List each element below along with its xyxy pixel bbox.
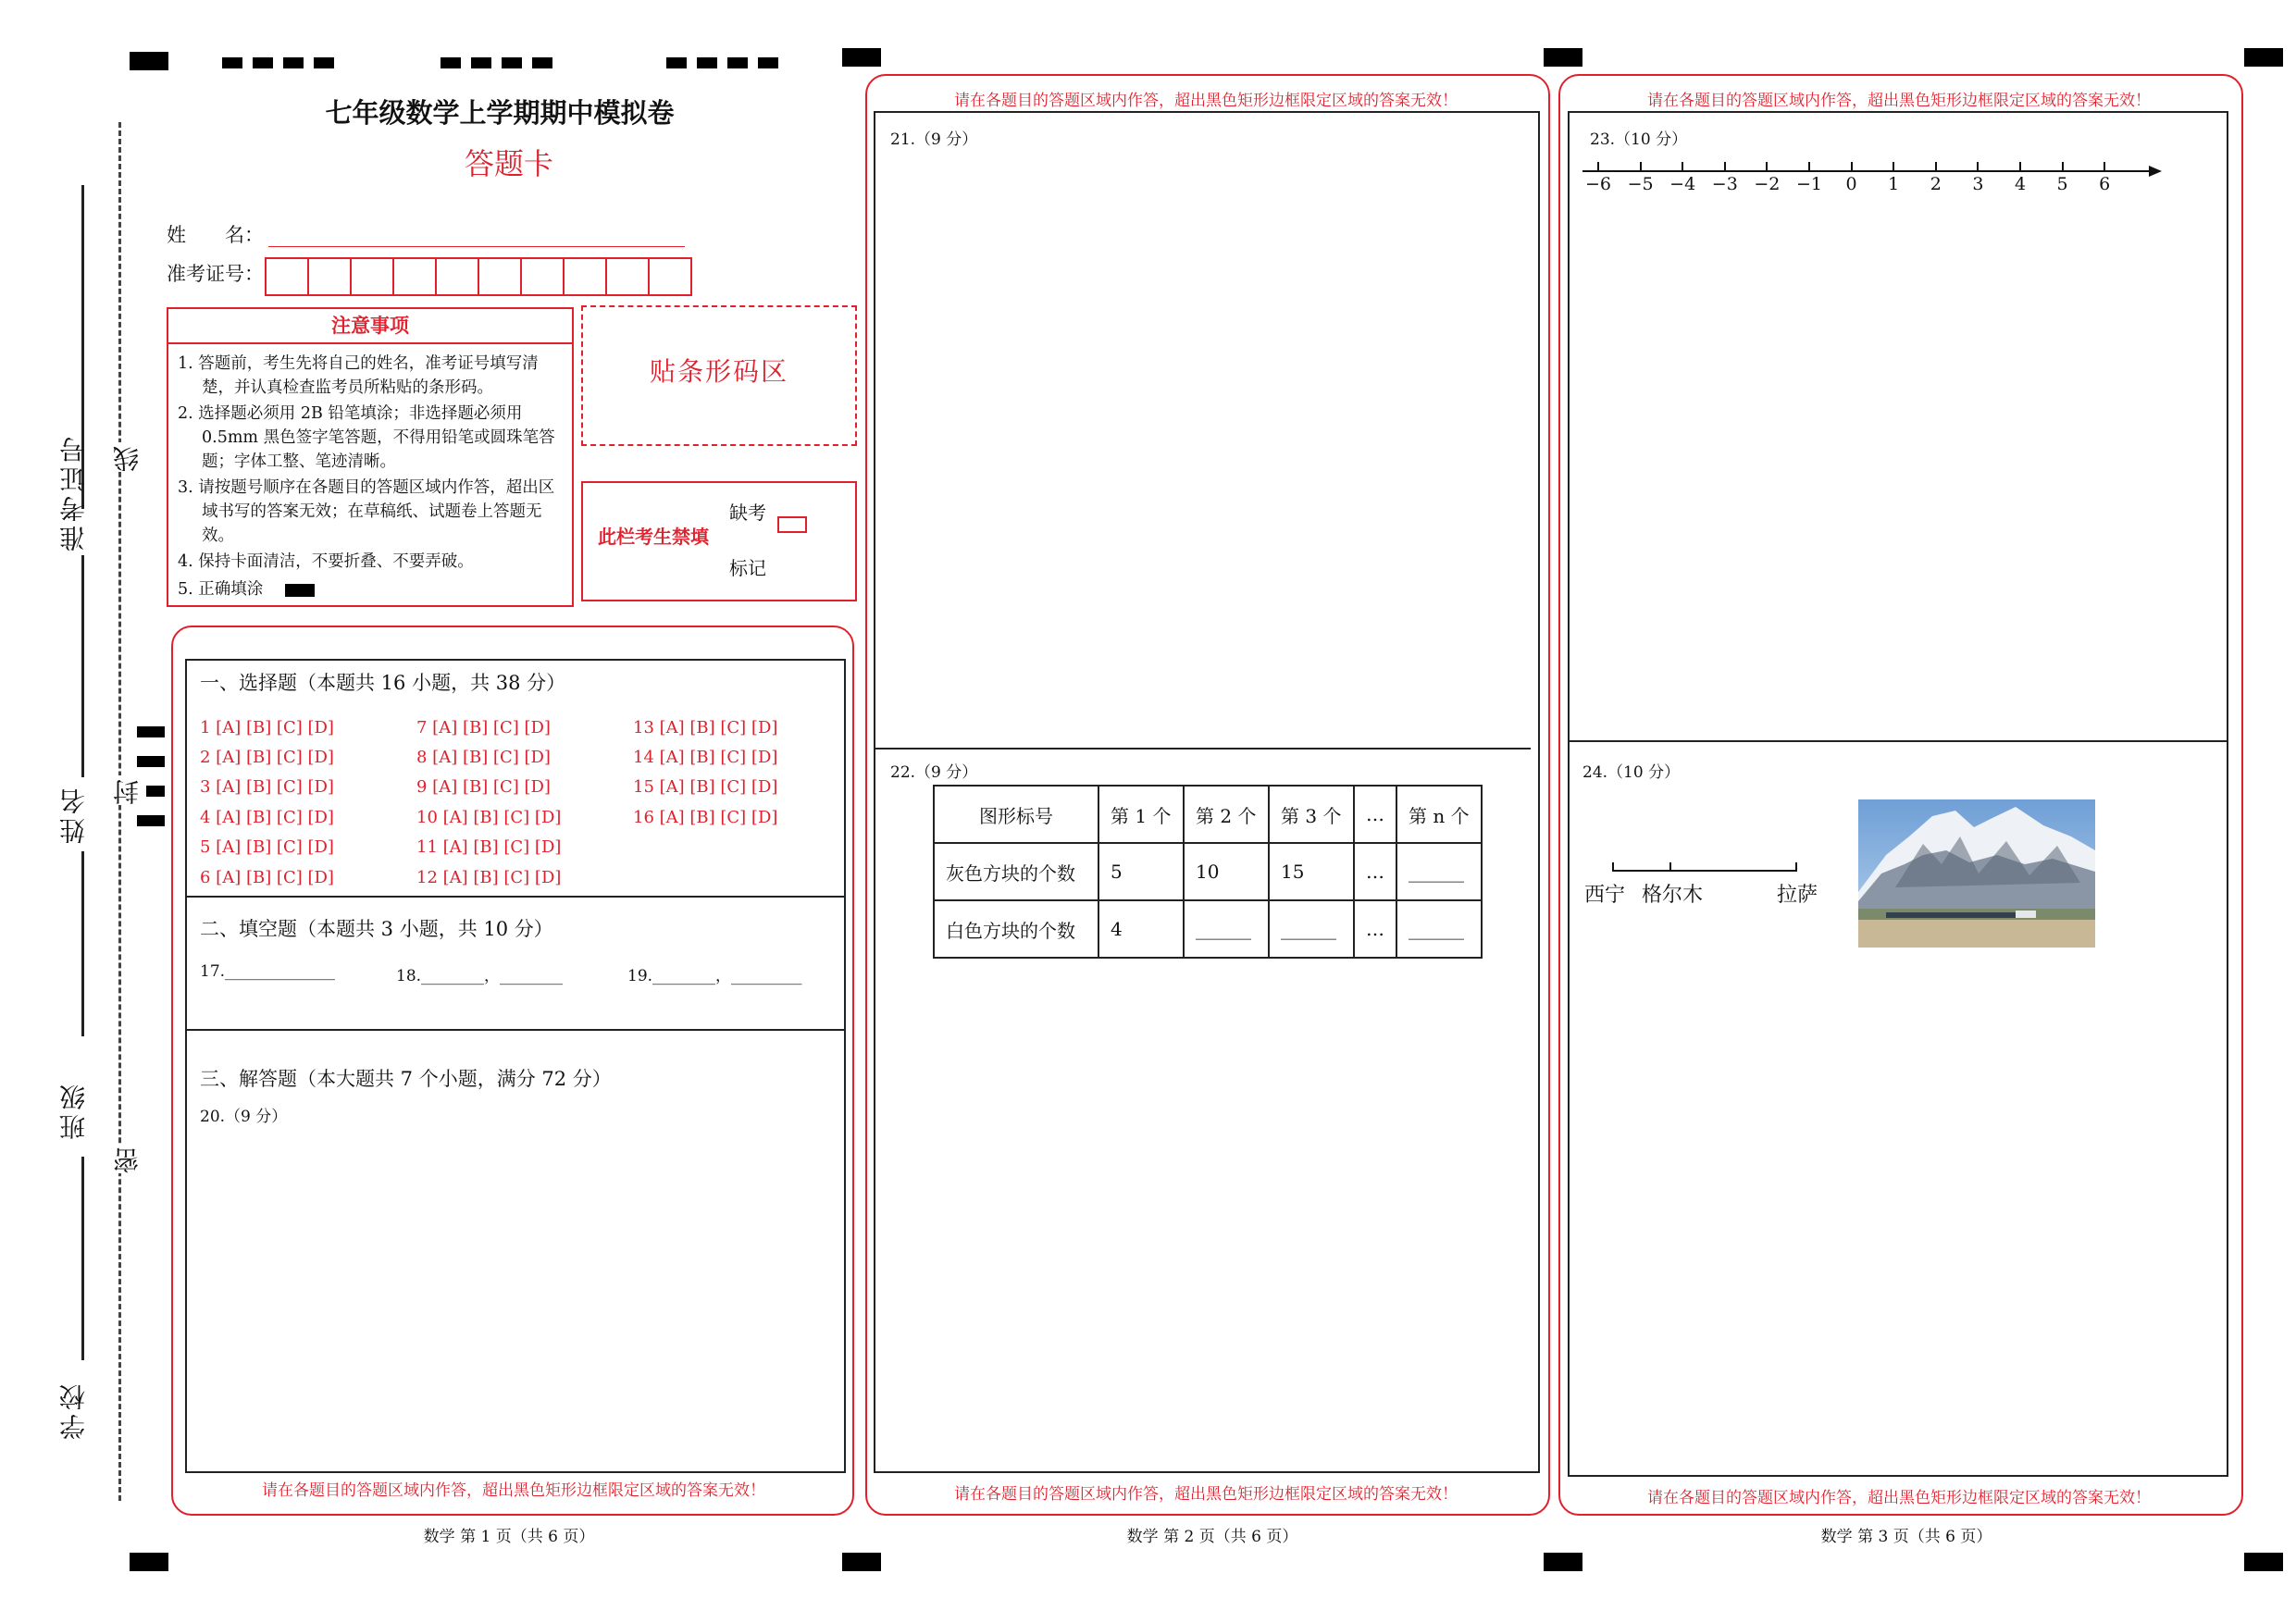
ticket-number-boxes[interactable] <box>265 257 692 296</box>
timing-mark <box>314 57 334 68</box>
note-item: 1. 答题前，考生先将自己的姓名，准考证号填写清楚，并认真检查监考员所粘贴的条形码。 <box>178 354 539 397</box>
page-footer-2: 数学 第 2 页（共 6 页） <box>1126 1528 1298 1546</box>
number-line-label: 1 <box>1888 174 1900 194</box>
number-line-label: −3 <box>1711 174 1738 194</box>
binding-line <box>118 122 121 1501</box>
q22-table <box>933 785 1483 959</box>
side-mark <box>137 756 165 767</box>
section2-title: 二、填空题（本题共 3 小题，共 10 分） <box>200 918 553 940</box>
timing-mark <box>2244 1553 2283 1571</box>
number-line-tick <box>1977 162 1979 171</box>
page-footer-3: 数学 第 3 页（共 6 页） <box>1820 1528 1992 1546</box>
number-line-tick <box>1935 162 1937 171</box>
q20-label: 20.（9 分） <box>200 1108 288 1126</box>
absent-label-top: 缺考 <box>729 502 766 524</box>
table-cell[interactable]: ______ <box>1269 900 1354 958</box>
number-line-tick <box>1766 162 1768 171</box>
choice-q5[interactable]: 5 [A] [B] [C] [D] <box>200 837 334 857</box>
section1-title: 一、选择题（本题共 16 小题，共 38 分） <box>200 672 566 694</box>
q21-label: 21.（9 分） <box>890 130 978 149</box>
timing-mark <box>283 57 304 68</box>
number-line-label: 5 <box>2056 174 2068 194</box>
timing-mark <box>130 52 168 70</box>
number-line-tick <box>1851 162 1853 171</box>
warning-text: 请在各题目的答题区域内作答，超出黑色矩形边框限定区域的答案无效！ <box>1647 92 2151 110</box>
choice-q12[interactable]: 12 [A] [B] [C] [D] <box>416 868 562 887</box>
absent-label-bottom: 标记 <box>729 557 766 579</box>
timing-mark <box>130 1553 168 1571</box>
note-item: 5. 正确填涂 <box>178 580 264 599</box>
choice-q3[interactable]: 3 [A] [B] [C] [D] <box>200 777 334 797</box>
name-label: 姓 名： <box>167 224 264 246</box>
timing-mark <box>758 57 778 68</box>
forbidden-label: 此栏考生禁填 <box>598 526 709 548</box>
timing-mark <box>1544 1553 1582 1571</box>
choice-q13[interactable]: 13 [A] [B] [C] [D] <box>633 718 778 737</box>
choice-q16[interactable]: 16 [A] [B] [C] [D] <box>633 808 778 827</box>
seal-seal-text: 封 <box>109 775 146 805</box>
table-cell: … <box>1354 843 1396 900</box>
number-line-tick <box>1808 162 1810 171</box>
section3-title: 三、解答题（本大题共 7 个小题，满分 72 分） <box>200 1068 612 1090</box>
table-cell: 5 <box>1098 843 1184 900</box>
table-cell: 15 <box>1269 843 1354 900</box>
choice-q8[interactable]: 8 [A] [B] [C] [D] <box>416 748 551 767</box>
ticket-label: 准考证号： <box>167 263 264 285</box>
name-write-line <box>81 555 84 777</box>
choice-q11[interactable]: 11 [A] [B] [C] [D] <box>416 837 562 857</box>
number-line-tick <box>2062 162 2064 171</box>
timing-mark <box>697 57 717 68</box>
timing-mark <box>253 57 273 68</box>
page-footer-1: 数学 第 1 页（共 6 页） <box>423 1528 595 1546</box>
table-cell: 4 <box>1098 900 1184 958</box>
divider <box>185 1029 844 1031</box>
number-line-label: −2 <box>1754 174 1781 194</box>
warning-text: 请在各题目的答题区域内作答，超出黑色矩形边框限定区域的答案无效！ <box>954 92 1458 110</box>
school-write-line <box>81 1157 84 1360</box>
table-row <box>934 900 1482 958</box>
side-mark <box>137 726 165 737</box>
warning-text: 请在各题目的答题区域内作答，超出黑色矩形边框限定区域的答案无效！ <box>262 1481 765 1500</box>
timing-mark <box>222 57 242 68</box>
divider <box>1568 740 2227 742</box>
number-line-tick <box>2104 162 2105 171</box>
note-item: 2. 选择题必须用 2B 铅笔填涂；非选择题必须用 0.5mm 黑色签字笔答题，不得用铅笔或圆珠笔答题；字体工整、笔迹清晰。 <box>178 404 555 471</box>
notes-box <box>167 307 574 607</box>
station-lhasa: 拉萨 <box>1777 884 1818 907</box>
absent-box <box>581 481 857 601</box>
q23-label: 23.（10 分） <box>1590 130 1688 149</box>
number-line-tick <box>1597 162 1599 171</box>
notes-title: 注意事项 <box>168 309 572 344</box>
table-cell[interactable]: ______ <box>1396 843 1482 900</box>
table-cell: 灰色方块的个数 <box>934 843 1098 900</box>
number-line-tick <box>2019 162 2021 171</box>
sidebar-school-label: 学校 <box>58 1381 89 1440</box>
timing-mark <box>727 57 748 68</box>
barcode-area <box>581 305 857 446</box>
class-write-line <box>81 851 84 1036</box>
station-golmud: 格尔木 <box>1642 884 1704 907</box>
choice-q6[interactable]: 6 [A] [B] [C] [D] <box>200 868 334 887</box>
blank-q18[interactable]: 18.________，________ <box>396 967 564 985</box>
number-line <box>1582 170 2160 172</box>
number-line-tick <box>1640 162 1642 171</box>
railway-tick <box>1612 862 1614 872</box>
barcode-label: 贴条形码区 <box>649 356 788 387</box>
number-line-label: −1 <box>1795 174 1823 194</box>
warning-text: 请在各题目的答题区域内作答，超出黑色矩形边框限定区域的答案无效！ <box>954 1485 1458 1504</box>
timing-mark <box>842 48 881 67</box>
name-input[interactable] <box>268 246 685 247</box>
divider <box>185 896 844 898</box>
blank-q17[interactable]: 17.______________ <box>200 962 336 981</box>
number-line-label: 4 <box>2014 174 2027 194</box>
seal-line-text: 线 <box>109 442 146 472</box>
number-line-tick <box>1893 162 1894 171</box>
number-line-label: −6 <box>1584 174 1612 194</box>
divider <box>874 748 1531 750</box>
table-cell: 10 <box>1184 843 1269 900</box>
choice-q14[interactable]: 14 [A] [B] [C] [D] <box>633 748 778 767</box>
sidebar-ticket-label: 准考证号 <box>58 433 89 551</box>
table-cell: … <box>1354 786 1396 843</box>
number-line-arrow <box>2149 166 2162 177</box>
railway-tick <box>1669 862 1671 872</box>
timing-mark <box>502 57 522 68</box>
note-item: 3. 请按题号顺序在各题目的答题区域内作答，超出区域书写的答案无效；在草稿纸、试题卷上答题无效。 <box>178 478 555 545</box>
number-line-label: 6 <box>2099 174 2111 194</box>
warning-text: 请在各题目的答题区域内作答，超出黑色矩形边框限定区域的答案无效！ <box>1647 1489 2151 1507</box>
side-mark <box>137 815 165 826</box>
note-item: 4. 保持卡面清洁，不要折叠、不要弄破。 <box>178 552 474 571</box>
q22-label: 22.（9 分） <box>890 763 978 782</box>
absent-checkbox[interactable] <box>777 516 807 533</box>
filled-example <box>285 584 315 597</box>
timing-mark <box>666 57 687 68</box>
timing-mark <box>842 1553 881 1571</box>
timing-mark <box>2244 48 2283 67</box>
table-cell: … <box>1354 900 1396 958</box>
table-row <box>934 786 1482 843</box>
table-cell: 第 n 个 <box>1396 786 1482 843</box>
number-line-label: 3 <box>1972 174 1984 194</box>
table-cell[interactable]: ______ <box>1396 900 1482 958</box>
mountain-train-image <box>1858 799 2095 948</box>
choice-q7[interactable]: 7 [A] [B] [C] [D] <box>416 718 551 737</box>
choice-q15[interactable]: 15 [A] [B] [C] [D] <box>633 777 778 797</box>
timing-mark <box>532 57 552 68</box>
number-line-tick <box>1682 162 1683 171</box>
number-line-label: −5 <box>1627 174 1654 194</box>
table-cell: 第 3 个 <box>1269 786 1354 843</box>
sidebar-name-label: 姓名 <box>58 785 89 844</box>
number-line-label: 0 <box>1845 174 1857 194</box>
q24-label: 24.（10 分） <box>1582 763 1681 782</box>
timing-mark <box>1544 48 1582 67</box>
table-cell: 图形标号 <box>934 786 1098 843</box>
blank-q19[interactable]: 19.________，_________ <box>627 967 802 985</box>
choice-q9[interactable]: 9 [A] [B] [C] [D] <box>416 777 551 797</box>
choice-q1[interactable]: 1 [A] [B] [C] [D] <box>200 718 334 737</box>
choice-q4[interactable]: 4 [A] [B] [C] [D] <box>200 808 334 827</box>
choice-q10[interactable]: 10 [A] [B] [C] [D] <box>416 808 562 827</box>
seal-secret-text: 密 <box>109 1144 146 1173</box>
station-xining: 西宁 <box>1584 884 1626 907</box>
sidebar-class-label: 班级 <box>58 1081 89 1140</box>
page-subtitle: 答题卡 <box>464 146 553 181</box>
table-cell: 第 1 个 <box>1098 786 1184 843</box>
number-line-label: 2 <box>1930 174 1942 194</box>
timing-mark <box>471 57 491 68</box>
table-row <box>934 843 1482 900</box>
railway-line <box>1612 870 1797 872</box>
number-line-label: −4 <box>1669 174 1696 194</box>
table-cell[interactable]: ______ <box>1184 900 1269 958</box>
choice-q2[interactable]: 2 [A] [B] [C] [D] <box>200 748 334 767</box>
timing-mark <box>441 57 461 68</box>
table-cell: 第 2 个 <box>1184 786 1269 843</box>
page-title: 七年级数学上学期期中模拟卷 <box>325 97 675 129</box>
railway-tick <box>1795 862 1797 872</box>
number-line-tick <box>1724 162 1726 171</box>
table-cell: 白色方块的个数 <box>934 900 1098 958</box>
page3-answer-area <box>1568 111 2228 1477</box>
